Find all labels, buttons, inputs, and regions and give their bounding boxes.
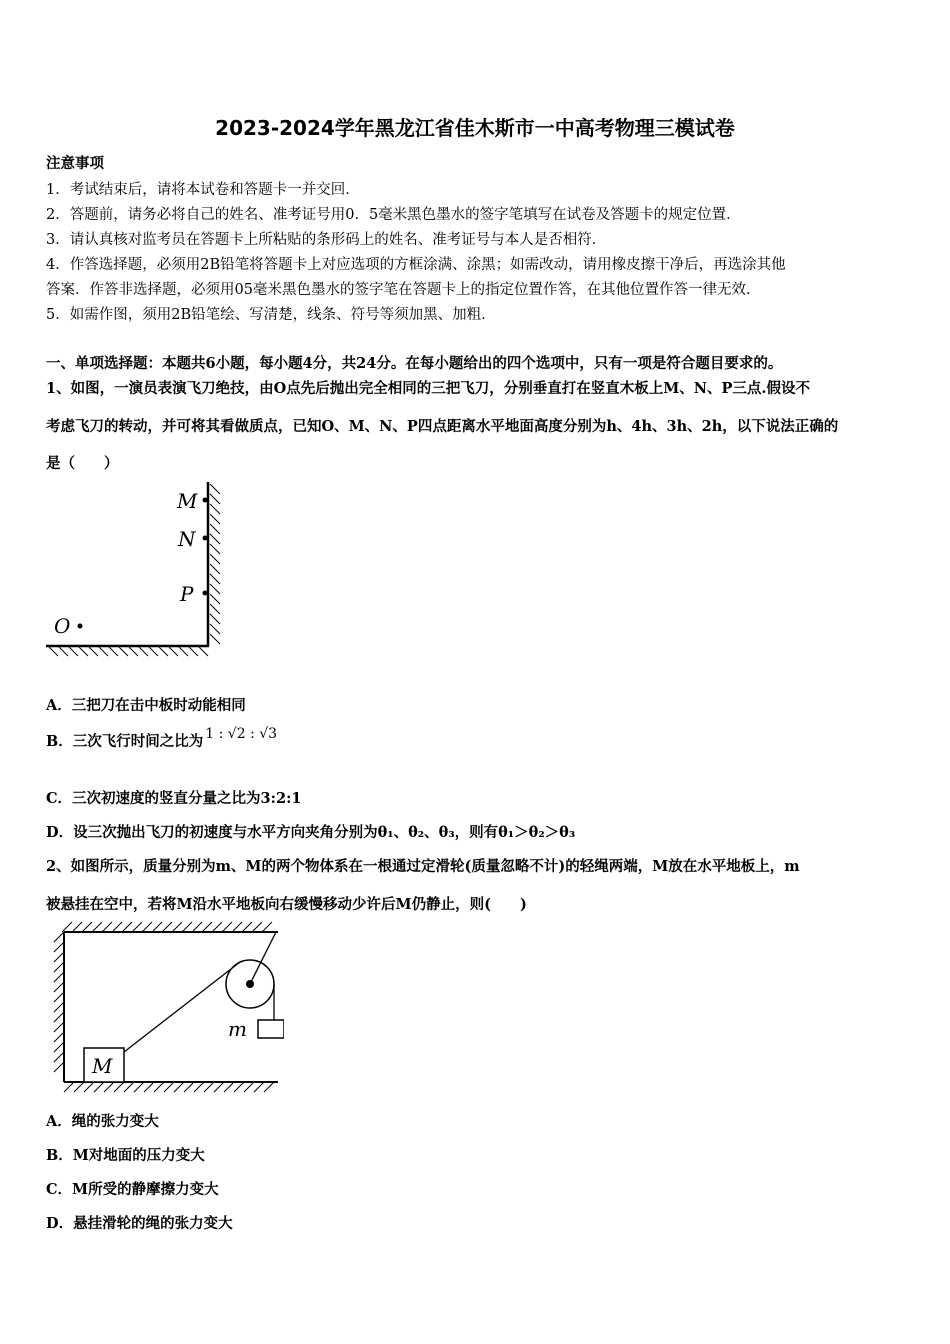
pulley-axle [246,980,254,988]
option-a: A．三把刀在击中板时动能相同 [46,697,246,714]
option-c: C．M所受的静摩擦力变大 [46,1181,219,1198]
ground-hatching [48,646,208,656]
option-b [46,726,278,751]
label-big-m: M [92,1054,113,1078]
point-o [78,624,83,629]
notice-item: 1．考试结束后，请将本试卷和答题卡一并交回． [46,182,360,198]
notice-item: 答案．作答非选择题，必须用05毫米黑色墨水的签字笔在答题卡上的指定位置作答，在其他位置作答一律无效． [46,282,761,298]
label-o: O [54,614,71,638]
option-b-formula: 1 : √2 : √3 [205,726,278,742]
option-d: D．设三次抛出飞刀的初速度与水平方向夹角分别为θ₁、θ₂、θ₃，则有θ₁＞θ₂＞θ₃ [46,824,576,841]
question-2-text: 被悬挂在空中，若将M沿水平地板向右缓慢移动少许后M仍静止，则( ) [46,896,527,913]
floor-hatching [64,1082,274,1092]
question-2-figure [52,920,284,1095]
notice-item: 3．请认真核对监考员在答题卡上所粘贴的条形码上的姓名、准考证号与本人是否相符． [46,232,607,248]
option-c: C．三次初速度的竖直分量之比为3:2:1 [46,790,302,807]
wall-hatching [210,484,220,644]
question-1-figure [40,480,240,665]
notice-item: 2．答题前，请务必将自己的姓名、准考证号用0．5毫米黑色墨水的签字笔填写在试卷及答题卡的规定位置． [46,207,741,223]
option-b: B．M对地面的压力变大 [46,1147,205,1164]
option-d: D．悬挂滑轮的绳的张力变大 [46,1215,233,1232]
point-n [203,536,208,541]
option-a: A．绳的张力变大 [46,1113,159,1130]
point-p [203,591,208,596]
notice-heading: 注意事项 [46,155,104,172]
question-1-text: 1、如图，一演员表演飞刀绝技，由O点先后抛出完全相同的三把飞刀，分别垂直打在竖直木板上M、N、P三点.假设不 [46,380,810,397]
question-2-text: 2、如图所示，质量分别为m、M的两个物体系在一根通过定滑轮(质量忽略不计)的轻绳两端，M放在水平地板上，m [46,858,800,875]
label-small-m: m [228,1017,247,1041]
notice-item: 5．如需作图，须用2B铅笔绘、写清楚，线条、符号等须加黑、加粗． [46,307,496,323]
rope-to-m-block [124,962,240,1052]
option-b-text: B．三次飞行时间之比为 [46,733,204,750]
left-wall-hatching [54,932,64,1072]
page-title: 2023-2024学年黑龙江省佳木斯市一中高考物理三模试卷 [215,116,735,140]
hanging-mass-small-m [258,1020,284,1038]
ceiling-hatching [62,922,272,932]
label-m: M [177,489,198,513]
label-n: N [178,527,196,551]
point-m [203,498,208,503]
notice-item: 4．作答选择题，必须用2B铅笔将答题卡上对应选项的方框涂满、涂黑；如需改动，请用橡皮擦干净后，再选涂其他 [46,257,786,273]
question-1-text: 是（ ） [46,455,119,472]
section-heading: 一、单项选择题：本题共6小题，每小题4分，共24分。在每小题给出的四个选项中，只有一项是符合题目要求的。 [46,355,783,372]
label-p: P [180,582,194,606]
question-1-text: 考虑飞刀的转动，并可将其看做质点，已知O、M、N、P四点距离水平地面高度分别为h、4h、3h、2h，以下说法正确的 [46,418,839,435]
